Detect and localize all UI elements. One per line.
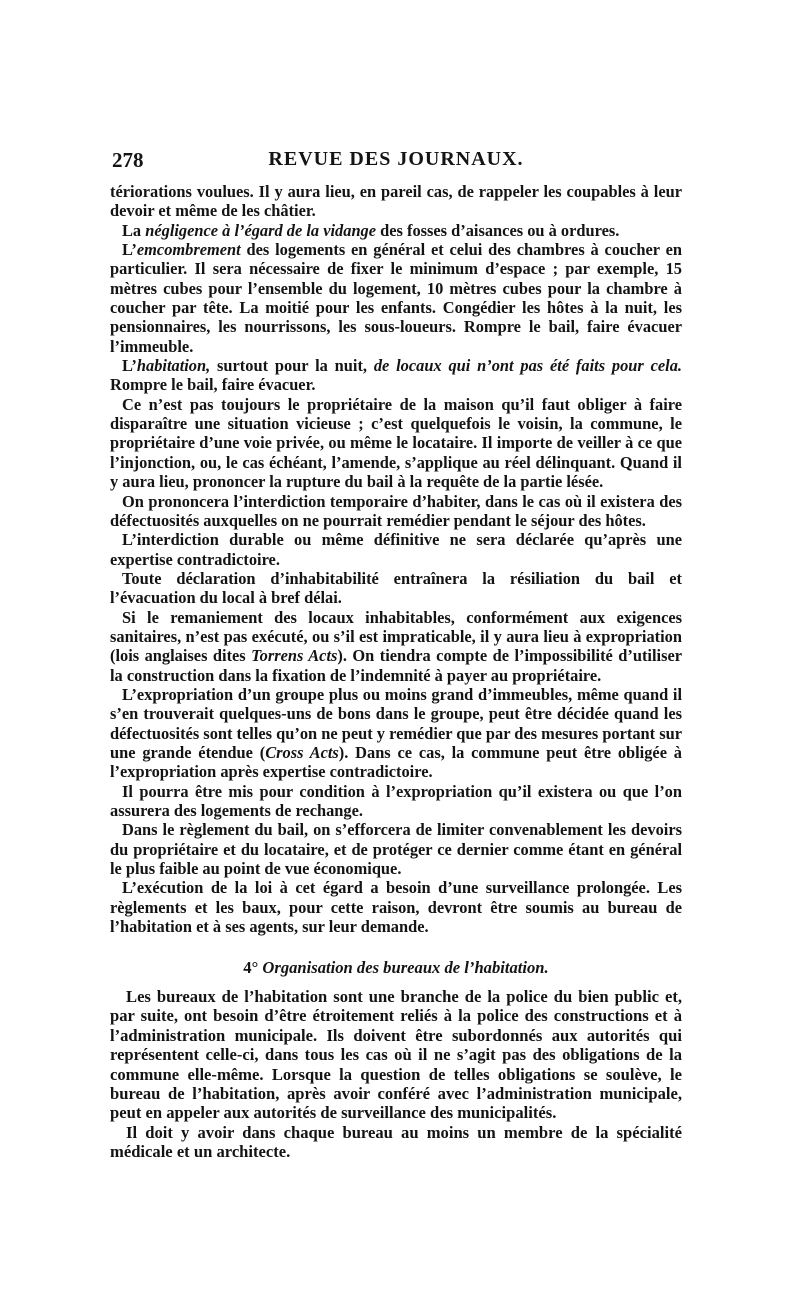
paragraph xyxy=(110,878,682,936)
main-text xyxy=(110,182,682,936)
paragraph xyxy=(110,492,682,531)
paragraph xyxy=(110,395,682,492)
text-run: surtout pour la nuit, xyxy=(210,356,374,376)
text-run: L’ xyxy=(122,356,137,376)
text-run: Il pourra être mis pour condition à l’expropriation qu’il existera ou que l’on assurera des logements de rechange. xyxy=(110,781,682,820)
text-run: Rompre le bail, faire évacuer. xyxy=(110,375,316,395)
section-paragraph: Il doit y avoir dans chaque bureau au moins un membre de la spécialité médicale et un architecte. xyxy=(110,1122,682,1162)
paragraph xyxy=(110,221,682,240)
italic-text: de locaux qui n’ont pas été faits pour cela. xyxy=(373,356,682,376)
paragraph xyxy=(110,782,682,821)
section-title: Organisation des bureaux de l’habitation. xyxy=(262,958,549,977)
paragraph xyxy=(110,820,682,878)
text-run: L’expropriation d’un groupe plus ou moins grand d’immeubles, même quand il s’en trouverait quelques-uns de bons dans le groupe, peut être décidée quand les défectuosités sont telles qu’on ne peut y remédier que par des mesures portant sur une grande étendue ( xyxy=(110,684,682,762)
running-title: REVUE DES JOURNAUX. xyxy=(268,148,524,170)
section-number: 4° xyxy=(243,958,259,977)
page-header xyxy=(112,148,680,174)
paragraph xyxy=(110,182,682,221)
text-run: Si le remaniement des locaux inhabitables, conformément aux exigences sanitaires, n’est pas exécuté, ou s’il est impraticable, il y aura lieu à expropriation (lois anglaises dites xyxy=(110,607,682,666)
text-run: L’ xyxy=(122,240,137,260)
text-run: tériorations voulues. Il y aura lieu, en pareil cas, de rappeler les coupables à leur devoir et même de les châtier. xyxy=(110,182,682,221)
section-heading xyxy=(110,958,682,978)
italic-text: emcombrement xyxy=(136,240,241,260)
text-run: Ce n’est pas toujours le propriétaire de la maison qu’il faut obliger à faire disparaître une situation vicieuse ; c’est quelquefois le voisin, la commune, le propriétaire d’une voie privée, ou même le locataire. Il importe de veiller à ce que l’injonction, ou, le cas échéant, l’amende, s’applique au réel délinquant. Quand il y aura lieu, prononcer la rupture du bail à la requête de la partie lésée. xyxy=(110,394,682,492)
paragraph xyxy=(110,685,682,782)
text-run: ). On tiendra compte de l’impossibilité d’utiliser la construction dans la fixation de l’indemnité à payer au propriétaire. xyxy=(110,646,683,685)
paragraph xyxy=(110,530,682,569)
text-run: La xyxy=(122,220,146,240)
text-run: Toute déclaration d’inhabitabilité entraînera la résiliation du bail et l’évacuation du local à bref délai. xyxy=(110,568,682,608)
section-paragraph: Les bureaux de l’habitation sont une branche de la police du bien public et, par suite, ont besoin d’être étroitement reliés à la police des constructions et à l’administration municipale. Ils doivent être subordonnés aux autorités qui représentent celle-ci, dans tous les cas où il ne s’agit pas des obligations de la commune elle-même. Lorsque la question de telles obligations se soulève, le bureau de l’habitation, après avoir conféré avec l’administration municipale, peut en appeler aux autorités de surveillance des municipalités. xyxy=(110,987,682,1123)
text-run: On prononcera l’interdiction temporaire d’habiter, dans le cas où il existera des défectuosités auxquelles on ne pourrait remédier pendant le séjour des hôtes. xyxy=(110,491,682,530)
text-run: des logements en général et celui des chambres à coucher en particulier. Il sera nécessaire de fixer le minimum d’espace ; par exemple, 15 mètres cubes pour l’ensemble du logement, 10 mètres cubes pour la chambre à coucher par tête. La moitié pour les enfants. Congédier les hôtes à la nuit, les pensionnaires, les nourrissons, les sous-loueurs. Rompre le bail, faire évacuer l’immeuble. xyxy=(110,240,682,356)
italic-text: Torrens Acts xyxy=(251,646,338,666)
page-number: 278 xyxy=(112,148,144,172)
text-run: L’interdiction durable ou même définitive ne sera déclarée qu’après une expertise contradictoire. xyxy=(110,530,682,569)
italic-text: habitation, xyxy=(136,356,211,376)
italic-text: négligence à l’égard de la vidange xyxy=(145,220,377,240)
text-run: ). Dans ce cas, la commune peut être obligée à l’expropriation après expertise contradictoire. xyxy=(110,742,682,782)
paragraph xyxy=(110,569,682,608)
text-run: des fosses d’aisances ou à ordures. xyxy=(376,220,620,240)
text-run: Dans le règlement du bail, on s’efforcera de limiter convenablement les devoirs du propriétaire et du locataire, et de protéger ce dernier comme étant en général le plus faible au point de vue économique. xyxy=(110,820,682,879)
text-run: L’exécution de la loi à cet égard a besoin d’une surveillance prolongée. Les règlements et les baux, pour cette raison, devront être soumis au bureau de l’habitation et à ses agents, sur leur demande. xyxy=(110,878,682,937)
paragraph xyxy=(110,608,682,685)
paragraph xyxy=(110,356,682,395)
italic-text: Cross Acts xyxy=(265,742,339,762)
section-text xyxy=(110,987,682,1162)
paragraph xyxy=(110,240,682,356)
